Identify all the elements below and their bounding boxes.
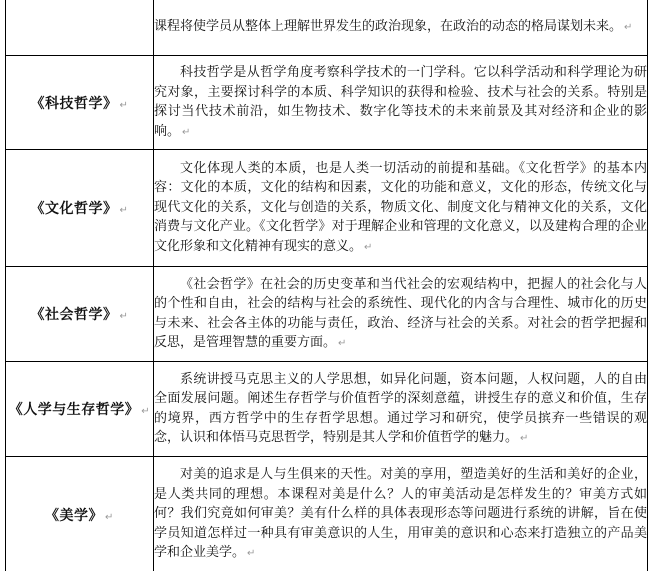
paragraph-mark-icon: ↵ — [624, 22, 633, 34]
paragraph-mark-icon: ↵ — [119, 99, 129, 111]
paragraph-mark-icon: ↵ — [247, 548, 256, 560]
course-name: 《文化哲学》 — [30, 201, 118, 217]
course-name-cell — [6, 150, 154, 267]
table-row — [6, 150, 648, 267]
course-name-cell — [6, 267, 154, 362]
table-row — [6, 362, 648, 457]
course-name-cell — [6, 457, 154, 571]
course-description: 课程将使学员从整体上理解世界发生的政治现象，在政治的动态的格局谋划未来。 — [154, 19, 623, 35]
course-name-cell — [6, 56, 154, 150]
paragraph-mark-icon: ↵ — [338, 338, 347, 349]
course-name: 《科技哲学》 — [30, 95, 118, 112]
paragraph-mark-icon: ↵ — [182, 126, 191, 138]
paragraph-mark-icon: ↵ — [141, 406, 151, 417]
paragraph-mark-icon: ↵ — [364, 241, 373, 253]
course-name: 《社会哲学》 — [30, 307, 118, 323]
course-name-cell — [6, 362, 154, 457]
table-row — [6, 56, 648, 150]
course-description: 系统讲授马克思主义的人学思想，如异化问题，资本问题，人权问题，人的自由全面发展问题。阐述生存哲学与价值哲学的深刻意蕴，讲授生存的意义和价值，生存的境界，西方哲学中的生存哲学思想。通过学习和研究，使学员摈弃一些错误的观念，认识和体悟马克思哲学，特别是其人学和价值哲学的魅力。 — [154, 371, 647, 445]
course-description-cell — [154, 362, 648, 457]
course-description-cell — [154, 56, 648, 150]
course-name-cell — [6, 0, 154, 56]
course-description-cell — [154, 267, 648, 362]
paragraph-mark-icon: ↵ — [119, 205, 129, 216]
course-description: 对美的追求是人与生俱来的天性。对美的享用，塑造美好的生活和美好的企业，是人类共同的理想。本课程对美是什么？人的审美活动是怎样发生的？审美方式如何？我们究竟如何审美？美有什么样的具体表现形态等问题进行系统的讲解，旨在使学员知道怎样过一种具有审美意识的人生，用审美的意识和心态来打造独立的产品美学和企业美学。 — [154, 467, 647, 561]
table-row — [6, 457, 648, 571]
course-description-cell — [154, 0, 648, 56]
course-description-cell — [154, 150, 648, 267]
paragraph-mark-icon: ↵ — [520, 433, 529, 444]
course-description: 文化体现人类的本质，也是人类一切活动的前提和基础。《文化哲学》的基本内容：文化的本质，文化的结构和因素，文化的功能和意义，文化的形态，传统文化与现代文化的关系，文化与创造的关系，物质文化、制度文化与精神文化的关系，文化消费与文化产业。《文化哲学》对于理解企业和管理的文化意义，以及建构合理的企业文化形象和文化精神有现实的意义。 — [154, 160, 647, 254]
course-table — [5, 0, 648, 571]
table-row — [6, 267, 648, 362]
table-row — [6, 0, 648, 56]
paragraph-mark-icon: ↵ — [105, 511, 114, 523]
paragraph-mark-icon: ↵ — [119, 311, 129, 322]
course-description: 《社会哲学》在社会的历史变革和当代社会的宏观结构中，把握人的社会化与人的个性和自由，社会的结构与社会的系统性、现代化的内含与合理性、城市化的历史与未来、社会各主体的功能与责任，政治、经济与社会的关系。对社会的哲学把握和反思，是管理智慧的重要方面。 — [154, 276, 647, 350]
course-description: 科技哲学是从哲学角度考察科学技术的一门学科。它以科学活动和科学理论为研究对象，主要探讨科学的本质、科学知识的获得和检验、技术与社会的关系。特别是探讨当代技术前沿，如生物技术、数字化等技术的未来前景及其对经济和企业的影响。 — [154, 65, 647, 139]
course-description-cell — [154, 457, 648, 571]
course-name: 《人学与生存哲学》 — [8, 402, 140, 418]
course-name: 《美学》 — [45, 507, 104, 524]
